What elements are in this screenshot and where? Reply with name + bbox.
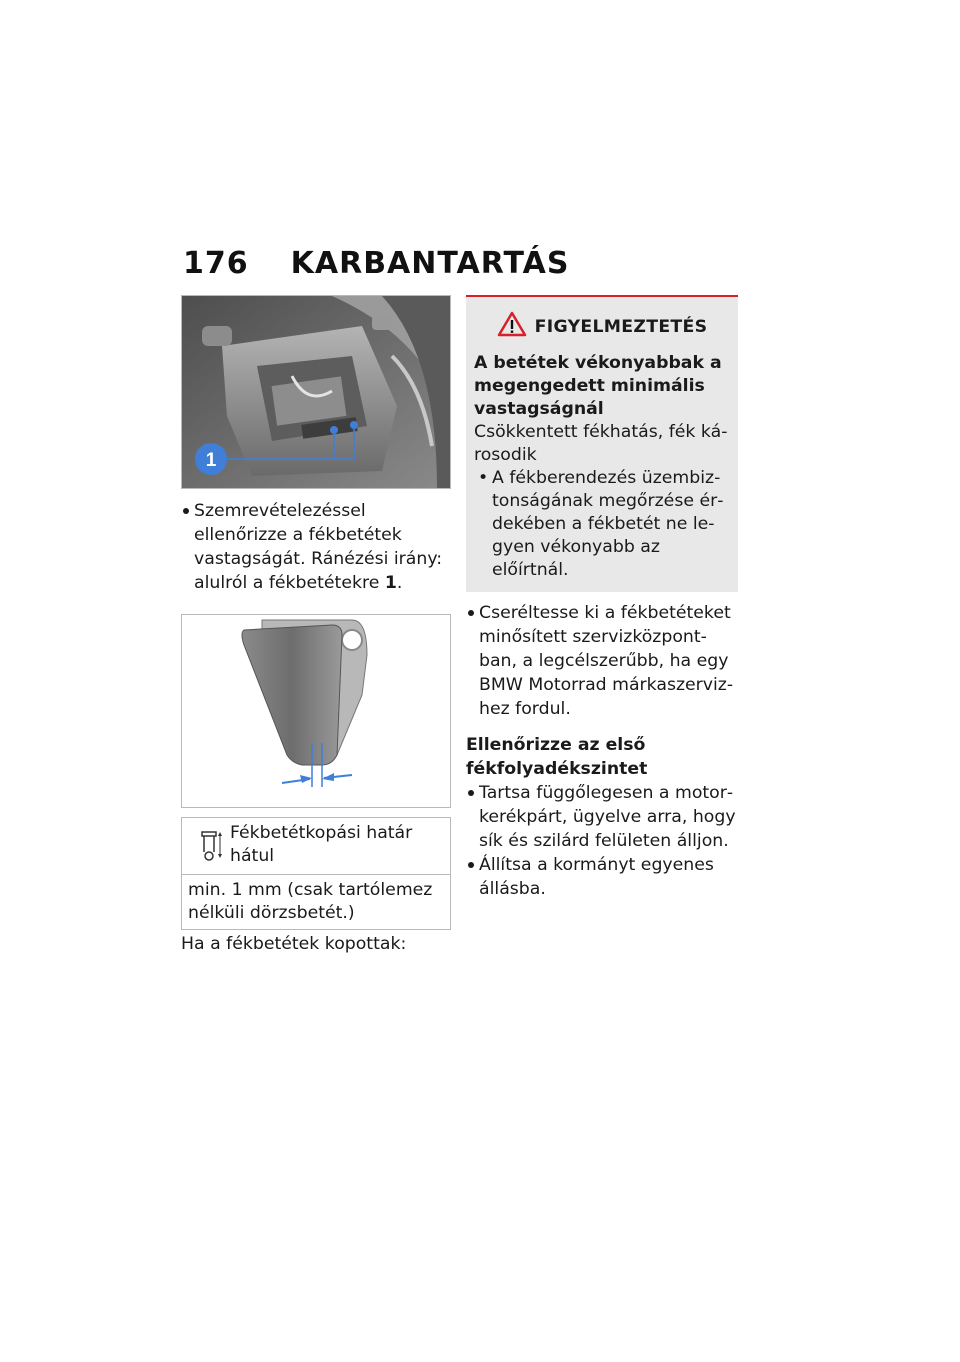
list-item: Cseréltesse ki a fékbetéteket minősített szervizközpontban, a legcélszerűbb, ha egy BMW Motorrad márkaszervizhez fordul. bbox=[466, 601, 738, 721]
brake-wear-icon bbox=[188, 822, 230, 866]
section-heading: Ellenőrizze az első fékfolyadékszintet bbox=[466, 735, 648, 779]
warning-title: FIGYELMEZTETÉS bbox=[534, 317, 708, 337]
warning-list bbox=[474, 467, 730, 582]
callout-reference: 1 bbox=[384, 573, 397, 593]
list-item: Állítsa a kormányt egyenes állásba. bbox=[466, 853, 738, 901]
bullet-text-end: . bbox=[396, 573, 403, 593]
left-column bbox=[181, 295, 451, 956]
right-column bbox=[466, 295, 738, 901]
list-item: • A fékberendezés üzembiztonságának megőrzése érdekében a fékbetét ne legyen vékonyabb az előírtnál. bbox=[474, 467, 730, 582]
warning-box bbox=[466, 295, 738, 592]
right-bullet-list-2 bbox=[466, 781, 738, 901]
list-item bbox=[181, 499, 451, 595]
page-header bbox=[183, 246, 569, 281]
spec-value: min. 1 mm (csak tartólemez nélküli dörzsbetét.) bbox=[188, 880, 433, 923]
warning-consequence: Csökkentett fékhatás, fék károsodik bbox=[474, 422, 728, 465]
page-number: 176 bbox=[183, 246, 249, 281]
callout-number: 1 bbox=[205, 450, 217, 471]
right-bullet-list bbox=[466, 601, 738, 721]
spec-label: Fékbetétkopási határ hátul bbox=[230, 823, 413, 866]
brake-caliper-photo bbox=[181, 295, 451, 489]
warning-statement: A betétek vékonyabbak a megengedett minimális vastagságnál bbox=[474, 353, 722, 419]
brake-pad-diagram bbox=[181, 614, 451, 808]
chapter-title: KARBANTARTÁS bbox=[290, 246, 570, 281]
spec-table bbox=[181, 817, 451, 930]
condition-text: Ha a fékbetétek kopottak: bbox=[181, 934, 407, 954]
left-bullet-list bbox=[181, 499, 451, 595]
spec-label-row bbox=[182, 818, 450, 875]
warning-triangle-icon bbox=[497, 311, 527, 344]
warning-header bbox=[474, 311, 730, 344]
bullet-text: Szemrevételezéssel ellenőrizze a fékbetétek vastagságát. Ránézési irány: alulról a fékbetétekre bbox=[194, 501, 443, 593]
list-item: Tartsa függőlegesen a motorkerékpárt, ügyelve arra, hogy sík és szilárd felületen álljon. bbox=[466, 781, 738, 853]
